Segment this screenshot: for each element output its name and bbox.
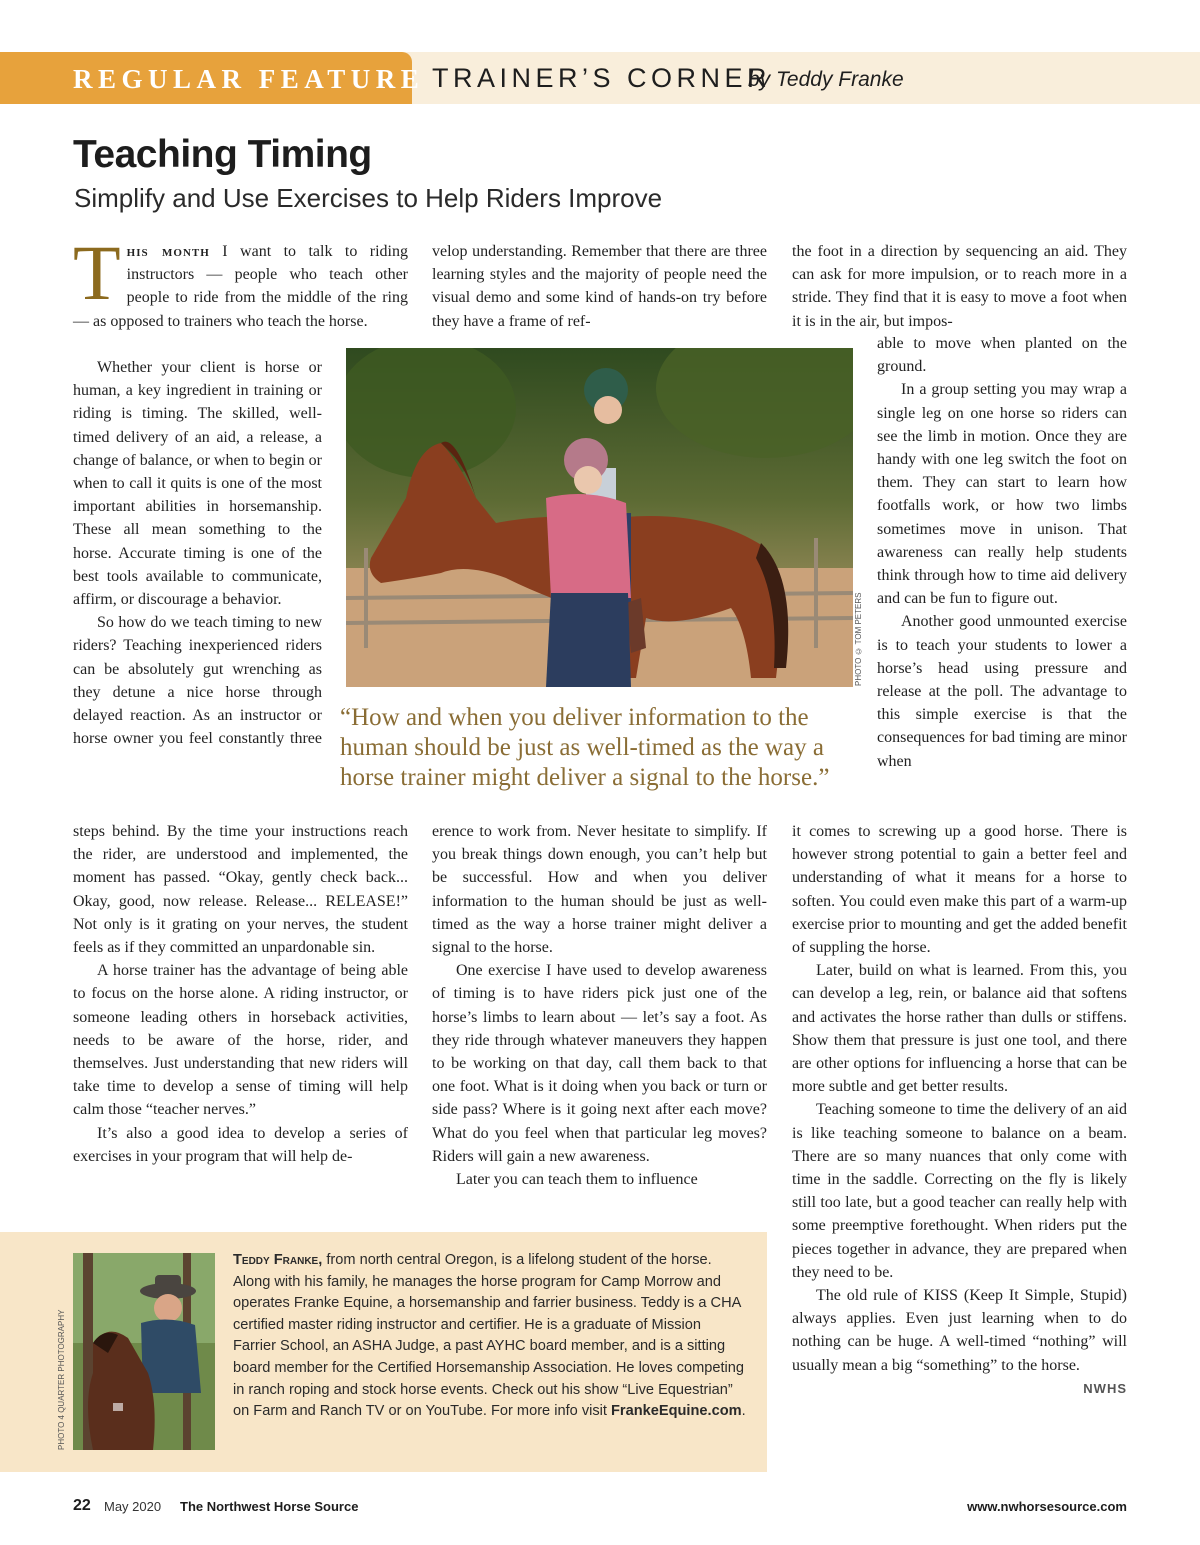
lead-paragraph (73, 229, 408, 333)
paragraph: Another good unmounted exercise is to teach your students to lower a horse’s head using pressure and release at the poll. The advantage to this simple exercise is that the consequences for bad timing are minor when (877, 613, 1127, 770)
article-title: Teaching Timing (73, 133, 372, 176)
paragraph: Teaching someone to time the delivery of an aid is like teaching someone to balance on a beam. There are so many nuances that only come with time in the saddle. Correcting on the fly is likely still too late, but a good teacher can really help with some preemptive forethought. When riders put the pieces together in advance, they are prepared when they need to be. (792, 1101, 1127, 1281)
column-3-bottom (792, 820, 1127, 1400)
paragraph: Later you can teach them to influence (456, 1171, 698, 1189)
paragraph (792, 1284, 1127, 1396)
lead-smallcaps: his month (126, 243, 210, 260)
horse-lesson-photo (346, 348, 853, 687)
issue-date: May 2020 (104, 1499, 162, 1514)
paragraph: It’s also a good idea to develop a series of exercises in your program that will help de- (73, 1124, 408, 1165)
column-2-top (432, 240, 767, 333)
lead-text: I want to talk to riding instructors — people who teach other people to ride from the middle of the ring — as opposed to trainers who teach the horse. (73, 243, 408, 330)
column-2-bottom (432, 820, 767, 1191)
paragraph: erence to work from. Never hesitate to simplify. If you break things down enough, you can’t help but be successful. How and when you deliver information to the human should be just as well-timed as the way a horse trainer might deliver a signal to the horse. (432, 823, 767, 957)
column-3-narrow (877, 332, 1127, 773)
paragraph-continued: steps behind. By the time your instructions reach the rider, are understood and implemented, the moment has passed. “Okay, gently check back... Okay, good, now release. Release... RELEASE!” Not only is it grating on your nerves, the student feels as if they committed an unpardonable sin. (73, 823, 408, 957)
feature-label: REGULAR FEATURE (73, 64, 425, 94)
paragraph (73, 611, 322, 750)
page-number: 22 (73, 1497, 91, 1514)
author-bio (233, 1250, 748, 1423)
end-mark: NWHS (1083, 1380, 1127, 1396)
paragraph: the foot in a direction by sequencing an aid. They can ask for more impulsion, or to reach more in a stride. They find that it is easy to move a foot when it is in the air, but impos- (792, 243, 1127, 330)
photo-credit: PHOTO © TOM PETERS (854, 592, 863, 686)
section-title: TRAINER’S CORNER (432, 63, 772, 93)
paragraph-text: So how do we teach timing to new riders? Teaching inexperienced riders can be absolutely gut wrenching as they detune a nice horse through delayed reaction. As an instructor or horse owner you feel constantly three (73, 614, 322, 748)
author-name: Teddy Franke, (233, 1252, 323, 1268)
bio-end: . (741, 1403, 746, 1420)
paragraph: able to move when planted on the ground. (877, 335, 1127, 376)
paragraph: Later, build on what is learned. From this, you can develop a leg, rein, or balance aid that softens and activates the horse rather than dulls or stiffens. Show them that pressure is just one tool, and there are other options for influencing a horse that can be more subtle and get better results. (792, 962, 1127, 1096)
author-photo (73, 1253, 215, 1450)
column-1-top (73, 229, 408, 333)
publication-name: The Northwest Horse Source (180, 1499, 359, 1514)
pull-quote: “How and when you deliver information to the human should be just as well-timed as the way a horse trainer might deliver a signal to the horse.” (340, 704, 830, 791)
paragraph: Whether your client is horse or human, a key ingredient in training or riding is timing. The skilled, well-timed delivery of an aid, a release, a change of balance, or when to begin or when to call it quits is one of the most important abilities in horsemanship. These all mean something to the horse. Accurate timing is one of the best tools available to communicate, affirm, or discourage a behavior. (73, 359, 322, 609)
bio-body: from north central Oregon, is a lifelong student of the horse. Along with his family, he manages the horse program for Camp Morrow and operates Franke Equine, a horsemanship and farrier business. Teddy is a CHA certified master riding instructor and certifier. He is a graduate of Mission Farrier School, an ASHA Judge, a past AYHC board member, and is a sitting board member for the Certified Horsemanship Association. He loves competing in ranch roping and stock horse events. Check out his show “Live Equestrian” on Farm and Ranch TV or on YouTube. For more info visit (233, 1252, 745, 1420)
article-subtitle: Simplify and Use Exercises to Help Riders Improve (74, 183, 663, 213)
paragraph: velop understanding. Remember that there are three learning styles and the majority of people need the visual demo and some kind of hands-on try before they have a frame of ref- (432, 243, 767, 330)
column-1-narrow (73, 356, 322, 750)
author-photo-credit: PHOTO 4 QUARTER PHOTOGRAPHY (57, 1309, 66, 1450)
paragraph: One exercise I have used to develop awareness of timing is to have riders pick just one of the horse’s limbs to learn about — let’s say a foot. As they ride through whatever maneuvers they happen to be working on that day, call them back to that one foot. What is it doing when you back or turn or side pass? Where is it going next after each move? What do you feel when that particular leg moves? Riders will gain a new awareness. (432, 962, 767, 1165)
paragraph: In a group setting you may wrap a single leg on one horse so riders can see the limb in motion. Once they are handy with one leg switch the foot on them. They can start to learn how footfalls work, or how two limbs sometimes move in unison. That awareness can really help students think through how to time aid delivery and can be fun to figure out. (877, 381, 1127, 608)
column-3-top (792, 240, 1127, 333)
paragraph-text: The old rule of KISS (Keep It Simple, Stupid) always applies. Even just learning when to do nothing can be huge. A well-timed “nothing” will usually mean a big “something” to the horse. (792, 1287, 1127, 1374)
drop-cap: T (73, 229, 121, 316)
column-1-bottom (73, 820, 408, 1168)
paragraph: A horse trainer has the advantage of being able to focus on the horse alone. A riding instructor, or someone leading others in horseback activities, needs to be aware of the horse, rider, and themselves. Just understanding that new riders will take time to develop a sense of timing will help calm those “teacher nerves.” (73, 962, 408, 1119)
author-photo-illustration (73, 1253, 215, 1450)
bio-website-link[interactable]: FrankeEquine.com (611, 1403, 742, 1420)
byline: by Teddy Franke (748, 68, 904, 91)
publication-url[interactable]: www.nwhorsesource.com (967, 1499, 1127, 1514)
paragraph: it comes to screwing up a good horse. There is however strong potential to gain a better feel and understanding of what it means for a horse to soften. You could even make this part of a warm-up exercise prior to mounting and get the added benefit of suppling the horse. (792, 823, 1127, 957)
photo-illustration (346, 348, 853, 687)
